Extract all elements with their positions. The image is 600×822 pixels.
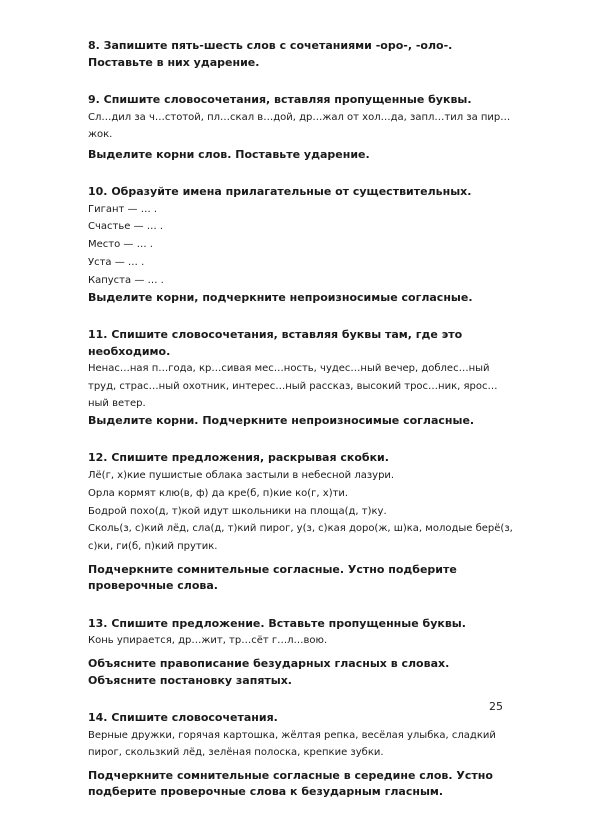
task-12-instruction: Подчеркните сомнительные согласные. Устно подберите проверочные слова. xyxy=(88,562,457,593)
task-14-text: Верные дружки, горячая картошка, жёлтая репка, весёлая улыбка, сладкий пирог, скользкий лёд, зелёная полоска, крепкие зубки. xyxy=(88,729,496,759)
task-14-instruction: Подчеркните сомнительные согласные в середине слов. Устно подберите проверочные слова к безударным гласным. xyxy=(88,768,493,799)
task-10-line: Гигант — … . xyxy=(88,203,158,215)
task-12-line: Лё(г, х)кие пушистые облака застыли в небесной лазури. xyxy=(88,469,395,481)
task-10-line: Место — … . xyxy=(88,239,153,251)
task-8 xyxy=(88,38,518,71)
task-13-instruction: Объясните правописание безударных гласных в словах. Объясните постановку запятых. xyxy=(88,657,450,687)
task-12-line: Орла кормят клю(в, ф) да кре(б, п)кие ко(г, х)ти. xyxy=(88,487,349,499)
task-14 xyxy=(88,710,518,801)
task-12 xyxy=(88,450,518,594)
task-11-text: Ненас…ная п…года, кр…сивая мес…ность, чудес…ный вечер, доблес…ный труд, страс…ный охотник, интерес…ный рассказ, высокий трос…ник, ярос…ный ветер. xyxy=(88,363,498,410)
task-10-line: Капуста — … . xyxy=(88,274,164,286)
task-12-heading: 12. Спишите предложения, раскрывая скобки. xyxy=(88,451,389,465)
task-9-heading: 9. Спишите словосочетания, вставляя пропущенные буквы. xyxy=(88,93,472,106)
task-10-instruction: Выделите корни, подчеркните непроизносимые согласные. xyxy=(88,290,473,304)
page-number: 25 xyxy=(489,700,503,713)
task-9 xyxy=(88,92,518,163)
task-10 xyxy=(88,184,518,306)
task-14-heading: 14. Спишите словосочетания. xyxy=(88,711,278,725)
task-9-instruction: Выделите корни слов. Поставьте ударение. xyxy=(88,147,370,161)
task-11-heading: 11. Спишите словосочетания, вставляя буквы там, где это необходимо. xyxy=(88,328,463,358)
task-12-line: Сколь(з, с)кий лёд, сла(д, т)кий пирог, у(з, с)кая доро(ж, ш)ка, молодые берё(з, с)ки, ги(б, п)кий прутик. xyxy=(88,523,513,553)
task-8-heading: 8. Запишите пять-шесть слов с сочетаниями -оро-, -оло-. Поставьте в них ударение. xyxy=(88,39,453,69)
task-10-line: Уста — … . xyxy=(88,257,145,269)
page-content xyxy=(88,38,518,822)
task-11 xyxy=(88,327,518,429)
task-9-text: Сл…дил за ч…стотой, пл…скал в…дой, др…жал от хол…да, запл…тил за пир…жок. xyxy=(88,111,511,141)
task-10-heading: 10. Образуйте имена прилагательные от существительных. xyxy=(88,185,472,199)
task-10-line: Счастье — … . xyxy=(88,221,164,233)
task-13-text: Конь упирается, др…жит, тр…сёт г…л…вою. xyxy=(88,635,328,647)
task-13-heading: 13. Спишите предложение. Вставьте пропущенные буквы. xyxy=(88,616,466,630)
task-12-line: Бодрой похо(д, т)кой идут школьники на площа(д, т)ку. xyxy=(88,505,387,517)
task-11-instruction: Выделите корни. Подчеркните непроизносимые согласные. xyxy=(88,413,475,427)
task-13 xyxy=(88,616,518,689)
